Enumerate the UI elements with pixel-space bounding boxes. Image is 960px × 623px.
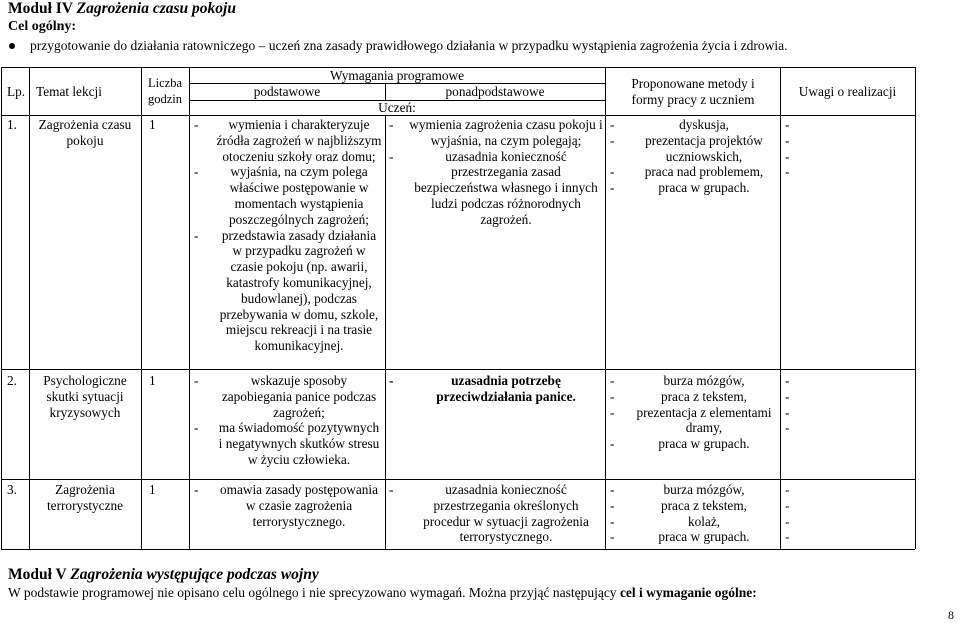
row3-ponadpodstawowe [389,482,603,545]
uwagi-dash: - [785,132,790,148]
list-item: - kolaż, [610,514,778,530]
uwagi-dash: - [785,373,790,388]
list-item: - uzasadnia konieczność przestrzegania zasad bezpieczeństwa własnego i innych ludzi podczas różnorodnych zagrożeń. [389,149,603,228]
uwagi-dash: - [785,164,790,180]
col-line-4 [385,115,386,549]
list-item: - omawia zasady postępowania w czasie zagrożenia terrorystycznego. [194,482,382,529]
list-item: - wyjaśnia, na czym polega właściwe postępowanie w momentach wystąpienia poszczególnych zagrożeń; [194,164,382,227]
list-item: - wymienia zagrożenia czasu pokoju i wyjaśnia, na czym polegają; [389,117,603,148]
list-item: - przedstawia zasady działania w przypadku zagrożeń w czasie pokoju (np. awarii, katastrofy komunikacyjnej, budowlanej), podczas przebywania w domu, szkole, miejscu rekreacji i na trasie komunikacyjnej. [194,228,382,354]
row1-metody [610,117,778,196]
uwagi-dash: - [785,148,790,164]
list-item-text: praca z tekstem, [660,497,747,513]
list-item-text: ma świadomość pozytywnych i negatywnych skutków stresu w życiu człowieka. [218,420,380,467]
row1-uwagi [785,117,789,180]
list-item-text: dyskusja, [679,117,729,132]
list-item: - prezentacja z elementami dramy, [610,405,778,437]
row2-lp: 2. [7,373,17,388]
uwagi-dash: - [785,388,790,404]
list-item-text: przedstawia zasady działania w przypadku zagrożeń w czasie pokoju (np. awarii, katastrofy komunikacyjnej, budowlanej), podczas przebywania w domu, szkole, miejscu rekreacji i na trasie komunikacyjnej. [219,227,379,354]
page-number: 8 [948,608,954,622]
list-item-text: burza mózgów, [663,482,745,497]
list-item: - wskazuje sposoby zapobiegania panice podczas zagrożeń; [194,373,382,420]
bullet-icon [9,43,15,49]
module-title: Zagrożenia czasu pokoju [76,0,236,17]
list-item: - praca z tekstem, [610,389,778,405]
list-item-text: praca z tekstem, [660,388,747,404]
uwagi-dash: - [785,420,790,436]
col-line-2 [141,67,142,549]
list-item-text: prezentacja projektów uczniowskich, [645,132,763,164]
row1-podstawowe [194,117,382,354]
module5-text-bold: cel i wymaganie ogólne: [619,585,757,600]
list-item: - uzasadnia potrzebę przeciwdziałania panice. [389,373,603,405]
uwagi-dash: - [785,482,790,497]
col-line-6 [780,67,781,549]
list-item: - praca nad problemem, [610,164,778,180]
col-line-1 [29,67,30,549]
cel-ogolny-label: Cel ogólny: [8,19,77,34]
uwagi-dash: - [785,497,790,513]
list-item-text: prezentacja z elementami dramy, [636,404,772,436]
list-item: - uzasadnia konieczność przestrzegania określonych procedur w sytuacji zagrożenia terrorystycznego. [389,482,603,545]
list-item-text: praca w grupach. [658,180,750,196]
row1-bottom [1,369,915,370]
header-liczba: Liczba godzin [147,76,183,106]
list-item-text: praca nad problemem, [644,164,764,180]
row1-godziny: 1 [149,117,156,132]
header-temat: Temat lekcji [36,84,102,99]
col-line-3 [189,67,190,549]
module5-paragraph [8,585,757,601]
list-item-text: wymienia zagrożenia czasu pokoju i wyjaśnia, na czym polegają; [409,117,603,148]
col-line-7 [915,67,916,549]
module-heading [8,0,236,18]
row3-uwagi [785,482,789,545]
list-item-text: wyjaśnia, na czym polega właściwe postępowanie w momentach wystąpienia poszczególnych zagrożeń; [229,164,369,227]
list-item-text: uzasadnia potrzebę przeciwdziałania panice. [436,373,576,404]
row1-lp: 1. [7,117,17,132]
row2-podstawowe [194,373,382,468]
col-line-5 [605,67,606,549]
header-metody: Proponowane metody i formy pracy z uczniem [631,76,755,107]
header-wymagania: Wymagania programowe [330,68,464,83]
col-line-0 [1,67,2,549]
list-item: - burza mózgów, [610,482,778,498]
uwagi-dash: - [785,117,790,132]
list-item-text: kolaż, [687,513,721,529]
row3-metody [610,482,778,545]
header-podstawowe: podstawowe [253,84,321,99]
header-uczen: Uczeń: [378,100,416,115]
list-item-text: wskazuje sposoby zapobiegania panice podczas zagrożeń; [221,373,377,420]
table-border-bottom [1,549,915,550]
list-item-text: uzasadnia konieczność przestrzegania określonych procedur w sytuacji zagrożenia terrorystycznego. [423,482,589,545]
header-ponadpodstawowe: ponadpodstawowe [445,84,545,99]
row2-metody [610,373,778,452]
uwagi-dash: - [785,404,790,420]
module5-prefix: Moduł V [8,566,67,583]
uwagi-dash: - [785,529,790,545]
module5-heading [8,566,319,584]
uwagi-dash: - [785,513,790,529]
row1-ponadpodstawowe [389,117,603,228]
list-item: - prezentacja projektów uczniowskich, [610,133,778,165]
row2-ponadpodstawowe [389,373,603,405]
header-lp: Lp. [7,84,26,99]
row2-temat: Psychologiczne skutki sytuacji kryzysowych [43,373,127,420]
list-item: - praca w grupach. [610,180,778,196]
row1-temat: Zagrożenia czasu pokoju [38,117,132,148]
list-item: - praca w grupach. [610,436,778,452]
row2-bottom [1,479,915,480]
cel-ogolny-text: przygotowanie do działania ratowniczego – uczeń zna zasady prawidłowego działania w przypadku wystąpienia zagrożenia życia i zdrowia. [30,38,788,53]
list-item: - praca w grupach. [610,529,778,545]
list-item-text: burza mózgów, [663,373,745,388]
list-item: - dyskusja, [610,117,778,133]
list-item-text: wymienia i charakteryzuje źródła zagrożeń w najbliższym otoczeniu szkoły oraz domu; [216,117,382,164]
list-item: - burza mózgów, [610,373,778,389]
module-prefix: Moduł IV [8,0,73,17]
list-item-text: praca w grupach. [658,529,750,545]
list-item: - ma świadomość pozytywnych i negatywnych skutków stresu w życiu człowieka. [194,420,382,467]
list-item-text: praca w grupach. [658,436,750,452]
row3-godziny: 1 [149,482,156,497]
header-uwagi: Uwagi o realizacji [798,84,897,99]
row3-podstawowe [194,482,382,529]
list-item: - wymienia i charakteryzuje źródła zagrożeń w najbliższym otoczeniu szkoły oraz domu; [194,117,382,164]
row3-temat: Zagrożenia terrorystyczne [46,482,124,513]
list-item-text: omawia zasady postępowania w czasie zagrożenia terrorystycznego. [219,482,379,529]
list-item-text: uzasadnia konieczność przestrzegania zasad bezpieczeństwa własnego i innych ludzi podczas różnorodnych zagrożeń. [414,148,598,227]
cel-ogolny-item [8,38,788,54]
row3-lp: 3. [7,482,17,497]
row2-uwagi [785,373,789,436]
list-item: - praca z tekstem, [610,498,778,514]
module5-text: W podstawie programowej nie opisano celu ogólnego i nie sprecyzowano wymagań. Można przyjąć następujący [8,585,620,600]
row2-godziny: 1 [149,373,156,388]
module5-title: Zagrożenia występujące podczas wojny [70,566,319,583]
